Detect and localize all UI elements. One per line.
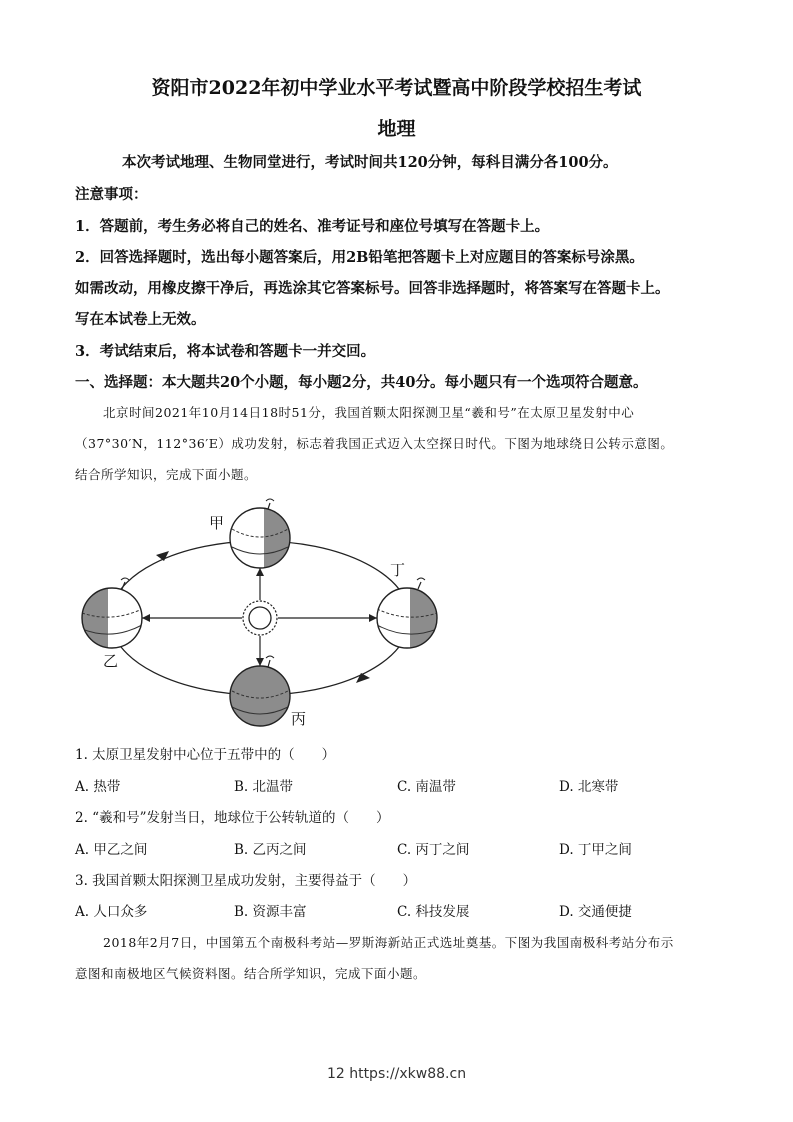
earth-jia-icon	[230, 499, 294, 575]
label-yi: 乙	[103, 652, 119, 670]
note-2a: 2．回答选择题时，选出每小题答案后，用2B铅笔把答题卡上对应题目的答案标号涂黑。	[75, 249, 644, 266]
q3-option-c: C. 科技发展	[397, 904, 470, 920]
intro-line: 本次考试地理、生物同堂进行，考试时间共120分钟，每科目满分各100分。	[122, 154, 618, 171]
label-ding: 丁	[390, 561, 406, 579]
question-1-stem: 1. 太原卫星发射中心位于五带中的（ ）	[75, 747, 336, 763]
arrow-to-ding	[369, 614, 377, 622]
passage1-line3: 结合所学知识，完成下面小题。	[75, 467, 258, 482]
note-2b: 如需改动，用橡皮擦干净后，再选涂其它答案标号。回答非选择题时，将答案写在答题卡上。	[75, 280, 670, 297]
exam-title: 资阳市2022年初中学业水平考试暨高中阶段学校招生考试	[151, 77, 642, 99]
earth-bing-icon	[230, 656, 290, 726]
note-2c: 写在本试卷上无效。	[75, 311, 206, 328]
arrow-to-yi	[142, 614, 150, 622]
arrow-to-bing	[256, 658, 264, 666]
orbit-arrow-lower-right	[356, 673, 370, 683]
label-jia: 甲	[209, 514, 225, 532]
note-3: 3．考试结束后，将本试卷和答题卡一并交回。	[75, 343, 376, 360]
q3-option-a: A. 人口众多	[75, 904, 148, 920]
label-bing: 丙	[291, 710, 307, 728]
section-heading: 一、选择题：本大题共20个小题，每小题2分，共40分。每小题只有一个选项符合题意。	[75, 374, 648, 391]
subject-title: 地理	[377, 118, 416, 140]
q1-option-c: C. 南温带	[397, 779, 456, 795]
passage1-line1: 北京时间2021年10月14日18时51分，我国首颗太阳探测卫星“羲和号”在太原卫星发射中心	[103, 405, 635, 420]
note-1: 1．答题前，考生务必将自己的姓名、准考证号和座位号填写在答题卡上。	[75, 218, 550, 235]
earth-orbit-diagram	[70, 495, 450, 735]
passage2-line1: 2018年2月7日，中国第五个南极科考站—罗斯海新站正式选址奠基。下图为我国南极科考站分布示	[103, 935, 674, 950]
q3-option-d: D. 交通便捷	[559, 904, 632, 920]
arrow-to-jia	[256, 568, 264, 576]
q2-option-b: B. 乙丙之间	[234, 842, 307, 858]
earth-yi-icon	[80, 578, 142, 655]
q2-option-a: A. 甲乙之间	[75, 842, 148, 858]
passage1-line2: （37°30′N，112°36′E）成功发射，标志着我国正式迈入太空探日时代。下图为地球绕日公转示意图。	[75, 436, 674, 451]
earth-ding-icon	[377, 578, 440, 655]
question-3-stem: 3. 我国首颗太阳探测卫星成功发射，主要得益于（ ）	[75, 873, 417, 889]
page-footer: 12 https://xkw88.cn	[326, 1066, 467, 1082]
q1-option-b: B. 北温带	[234, 779, 294, 795]
orbit-arrow-upper-left	[156, 551, 169, 561]
q1-option-a: A. 热带	[75, 779, 121, 795]
notes-heading: 注意事项：	[75, 186, 148, 203]
question-2-stem: 2. “羲和号”发射当日，地球位于公转轨道的（ ）	[75, 810, 390, 826]
passage2-line2: 意图和南极地区气候资料图。结合所学知识，完成下面小题。	[75, 966, 427, 981]
sun-icon	[243, 601, 277, 635]
q2-option-d: D. 丁甲之间	[559, 842, 632, 858]
q2-option-c: C. 丙丁之间	[397, 842, 470, 858]
q3-option-b: B. 资源丰富	[234, 904, 307, 920]
q1-option-d: D. 北寒带	[559, 779, 619, 795]
